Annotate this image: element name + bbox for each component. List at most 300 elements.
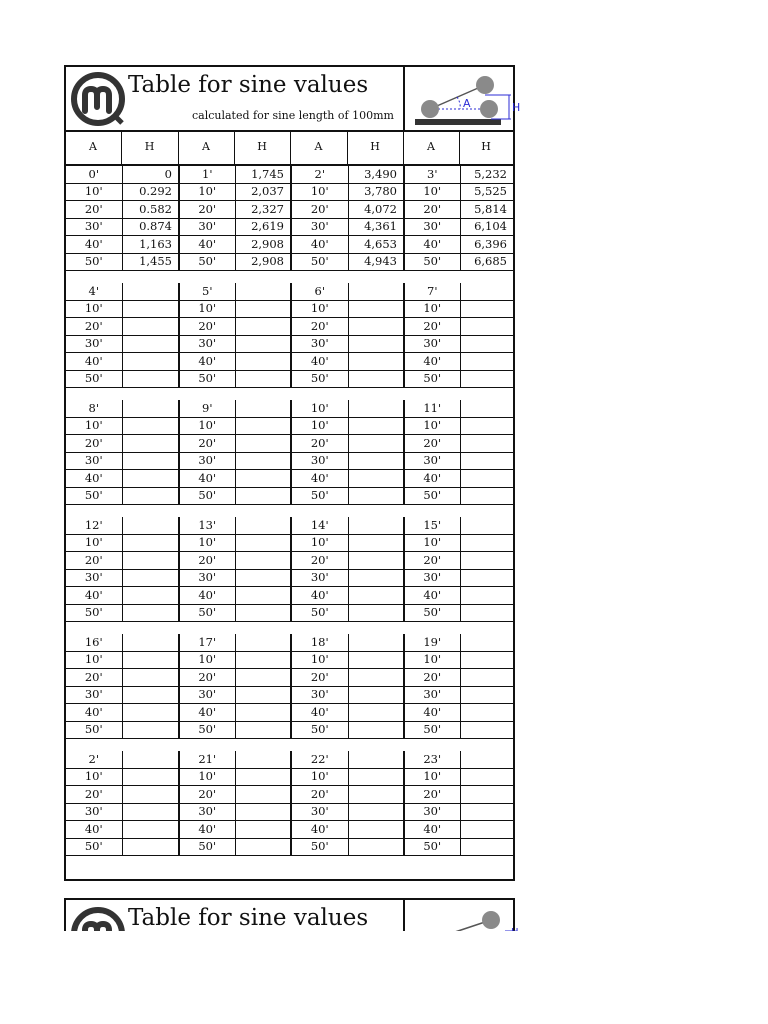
height-cell	[348, 569, 404, 587]
angle-cell: 40'	[291, 587, 348, 605]
angle-cell: 2'	[291, 166, 348, 183]
angle-cell: 4'	[66, 283, 122, 300]
height-cell	[122, 569, 179, 587]
angle-cell: 10'	[291, 400, 348, 417]
table-row	[66, 768, 513, 786]
angle-cell: 50'	[66, 604, 122, 622]
height-cell: 2,327	[235, 201, 291, 219]
height-cell	[348, 587, 404, 605]
angle-cell: 10'	[66, 768, 122, 786]
angle-cell: 40'	[291, 821, 348, 839]
page-subtitle: calculated for sine length of 100mm	[192, 109, 394, 122]
angle-cell: 5'	[179, 283, 235, 300]
angle-cell: 40'	[179, 470, 235, 488]
angle-cell: 30'	[404, 218, 460, 236]
height-cell	[348, 534, 404, 552]
height-cell	[122, 318, 179, 336]
table-row	[66, 166, 513, 183]
angle-cell: 50'	[66, 721, 122, 739]
angle-cell: 50'	[291, 487, 348, 505]
angle-cell: 10'	[66, 651, 122, 669]
angle-cell: 20'	[66, 786, 122, 804]
column-header-height: H	[235, 130, 291, 164]
angle-cell: 50'	[66, 838, 122, 856]
height-cell	[122, 604, 179, 622]
height-cell	[348, 318, 404, 336]
table-row	[66, 534, 513, 552]
height-cell	[235, 604, 291, 622]
angle-cell: 20'	[179, 318, 235, 336]
height-cell	[122, 470, 179, 488]
table-row	[66, 838, 513, 856]
company-logo-icon	[70, 71, 126, 127]
height-cell	[122, 587, 179, 605]
angle-cell: 50'	[291, 721, 348, 739]
angle-cell: 20'	[404, 435, 460, 453]
page-title: Table for sine values	[128, 72, 369, 98]
angle-cell: 16'	[66, 634, 122, 651]
height-cell	[235, 370, 291, 388]
height-cell	[235, 768, 291, 786]
angle-cell: 10'	[404, 300, 460, 318]
angle-cell: 50'	[179, 604, 235, 622]
height-cell	[348, 552, 404, 570]
height-cell	[348, 803, 404, 821]
height-cell	[122, 651, 179, 669]
table-row	[66, 669, 513, 687]
height-cell	[348, 452, 404, 470]
angle-cell: 40'	[404, 353, 460, 371]
height-cell	[235, 721, 291, 739]
table-row	[66, 821, 513, 839]
column-header-height: H	[122, 130, 179, 164]
table-row	[66, 218, 513, 236]
angle-cell: 10'	[66, 300, 122, 318]
table-row	[66, 452, 513, 470]
height-cell	[460, 353, 513, 371]
angle-cell: 20'	[179, 552, 235, 570]
table-row	[66, 786, 513, 804]
height-cell	[235, 821, 291, 839]
angle-cell: 30'	[404, 335, 460, 353]
angle-cell: 30'	[291, 803, 348, 821]
diagram-angle-label: A	[463, 97, 471, 110]
table-row	[66, 318, 513, 336]
angle-cell: 40'	[404, 470, 460, 488]
angle-cell: 21'	[179, 751, 235, 768]
table-row	[66, 400, 513, 417]
angle-cell: 50'	[404, 487, 460, 505]
column-header-row	[66, 130, 513, 166]
angle-cell: 40'	[291, 470, 348, 488]
angle-cell: 50'	[404, 370, 460, 388]
height-cell	[348, 300, 404, 318]
angle-cell: 10'	[179, 534, 235, 552]
angle-cell: 50'	[404, 253, 460, 271]
height-cell	[235, 686, 291, 704]
height-cell	[460, 487, 513, 505]
height-cell	[348, 283, 404, 300]
height-cell: 6,396	[460, 236, 513, 254]
height-cell	[235, 400, 291, 417]
angle-cell: 1'	[179, 166, 235, 183]
table-row	[66, 370, 513, 388]
height-cell	[460, 838, 513, 856]
height-cell: 5,232	[460, 166, 513, 183]
angle-cell: 30'	[404, 686, 460, 704]
height-cell	[122, 417, 179, 435]
sine-bar-icon	[405, 67, 521, 130]
angle-cell: 40'	[404, 821, 460, 839]
angle-cell: 10'	[291, 300, 348, 318]
height-cell	[235, 353, 291, 371]
angle-cell: 30'	[66, 803, 122, 821]
angle-cell: 20'	[66, 669, 122, 687]
height-cell	[235, 470, 291, 488]
angle-cell: 50'	[179, 487, 235, 505]
angle-cell: 30'	[404, 803, 460, 821]
angle-cell: 22'	[291, 751, 348, 768]
angle-cell: 14'	[291, 517, 348, 534]
height-cell	[122, 487, 179, 505]
angle-cell: 18'	[291, 634, 348, 651]
height-cell: 0.292	[122, 183, 179, 201]
height-cell	[122, 704, 179, 722]
angle-cell: 40'	[404, 236, 460, 254]
angle-cell: 20'	[66, 435, 122, 453]
height-cell	[460, 552, 513, 570]
column-header-angle: A	[291, 130, 348, 164]
angle-cell: 40'	[404, 704, 460, 722]
angle-cell: 20'	[179, 201, 235, 219]
angle-cell: 20'	[66, 318, 122, 336]
angle-cell: 50'	[291, 838, 348, 856]
height-cell	[122, 686, 179, 704]
height-cell	[122, 300, 179, 318]
diagram-height-label: H	[512, 101, 521, 114]
table-row	[66, 470, 513, 488]
angle-cell: 30'	[179, 452, 235, 470]
page-header	[66, 67, 521, 132]
height-cell	[460, 751, 513, 768]
angle-cell: 20'	[291, 318, 348, 336]
sine-bar-diagram	[403, 67, 521, 130]
angle-cell: 30'	[291, 686, 348, 704]
angle-cell: 10'	[179, 300, 235, 318]
height-cell	[460, 587, 513, 605]
angle-cell: 30'	[404, 569, 460, 587]
angle-cell: 30'	[291, 569, 348, 587]
height-cell	[460, 604, 513, 622]
table-row	[66, 704, 513, 722]
height-cell	[235, 634, 291, 651]
height-cell	[122, 335, 179, 353]
angle-cell: 30'	[291, 335, 348, 353]
angle-cell: 50'	[404, 838, 460, 856]
angle-cell: 20'	[291, 552, 348, 570]
height-cell	[235, 569, 291, 587]
angle-cell: 7'	[404, 283, 460, 300]
angle-cell: 30'	[66, 335, 122, 353]
table-row	[66, 751, 513, 768]
angle-cell: 10'	[404, 768, 460, 786]
height-cell: 3,780	[348, 183, 404, 201]
angle-cell: 10'	[404, 534, 460, 552]
height-cell	[122, 452, 179, 470]
height-cell: 5,814	[460, 201, 513, 219]
angle-cell: 50'	[291, 370, 348, 388]
angle-cell: 40'	[66, 587, 122, 605]
angle-cell: 10'	[291, 183, 348, 201]
height-cell: 0.582	[122, 201, 179, 219]
height-cell	[122, 838, 179, 856]
table-row	[66, 417, 513, 435]
table-row	[66, 517, 513, 534]
angle-cell: 30'	[66, 686, 122, 704]
height-cell	[235, 283, 291, 300]
height-cell	[235, 651, 291, 669]
height-cell	[348, 435, 404, 453]
angle-cell: 20'	[291, 669, 348, 687]
height-cell	[460, 517, 513, 534]
height-cell	[460, 634, 513, 651]
angle-cell: 40'	[179, 587, 235, 605]
height-cell: 4,653	[348, 236, 404, 254]
angle-cell: 30'	[179, 335, 235, 353]
angle-cell: 20'	[66, 552, 122, 570]
angle-cell: 50'	[179, 721, 235, 739]
height-cell	[348, 417, 404, 435]
table-row	[66, 201, 513, 219]
angle-cell: 20'	[291, 435, 348, 453]
table-row	[66, 604, 513, 622]
height-cell: 2,908	[235, 236, 291, 254]
height-cell	[460, 370, 513, 388]
height-cell	[460, 335, 513, 353]
height-cell	[348, 669, 404, 687]
height-cell: 5,525	[460, 183, 513, 201]
angle-cell: 30'	[291, 218, 348, 236]
angle-cell: 50'	[291, 253, 348, 271]
height-cell: 0.874	[122, 218, 179, 236]
angle-cell: 10'	[291, 417, 348, 435]
angle-cell: 20'	[404, 552, 460, 570]
height-cell	[348, 721, 404, 739]
height-cell	[235, 517, 291, 534]
angle-cell: 40'	[179, 704, 235, 722]
height-cell	[122, 768, 179, 786]
height-cell	[235, 751, 291, 768]
height-cell	[460, 669, 513, 687]
table-row	[66, 587, 513, 605]
angle-cell: 13'	[179, 517, 235, 534]
height-cell	[460, 651, 513, 669]
height-cell	[460, 821, 513, 839]
height-cell	[348, 517, 404, 534]
angle-cell: 20'	[66, 201, 122, 219]
angle-cell: 20'	[291, 201, 348, 219]
table-row	[66, 569, 513, 587]
height-cell: 2,037	[235, 183, 291, 201]
height-cell	[460, 435, 513, 453]
angle-cell: 20'	[404, 318, 460, 336]
angle-cell: 50'	[179, 253, 235, 271]
angle-cell: 10'	[179, 651, 235, 669]
height-cell	[348, 704, 404, 722]
angle-cell: 50'	[66, 253, 122, 271]
angle-cell: 23'	[404, 751, 460, 768]
page-bottom-margin	[0, 931, 768, 1024]
height-cell	[348, 686, 404, 704]
height-cell	[348, 751, 404, 768]
angle-cell: 50'	[291, 604, 348, 622]
sine-value-block	[66, 166, 513, 271]
angle-cell: 12'	[66, 517, 122, 534]
height-cell	[122, 370, 179, 388]
angle-cell: 20'	[404, 201, 460, 219]
height-cell	[348, 470, 404, 488]
height-cell	[235, 435, 291, 453]
height-cell	[122, 634, 179, 651]
height-cell	[235, 786, 291, 804]
angle-cell: 40'	[291, 704, 348, 722]
height-cell	[122, 786, 179, 804]
height-cell: 6,685	[460, 253, 513, 271]
height-cell: 4,943	[348, 253, 404, 271]
angle-cell: 0'	[66, 166, 122, 183]
height-cell	[235, 417, 291, 435]
height-cell	[460, 400, 513, 417]
height-cell	[460, 768, 513, 786]
table-row	[66, 686, 513, 704]
table-row	[66, 335, 513, 353]
height-cell	[460, 300, 513, 318]
angle-cell: 19'	[404, 634, 460, 651]
height-cell: 2,619	[235, 218, 291, 236]
height-cell: 2,908	[235, 253, 291, 271]
angle-cell: 50'	[179, 838, 235, 856]
angle-cell: 40'	[66, 704, 122, 722]
height-cell	[348, 487, 404, 505]
table-row	[66, 634, 513, 651]
angle-cell: 10'	[404, 417, 460, 435]
column-header-angle: A	[179, 130, 235, 164]
height-cell	[348, 370, 404, 388]
angle-cell: 40'	[179, 353, 235, 371]
angle-cell: 10'	[404, 183, 460, 201]
height-cell	[348, 335, 404, 353]
angle-cell: 30'	[179, 686, 235, 704]
angle-cell: 30'	[179, 569, 235, 587]
angle-cell: 20'	[291, 786, 348, 804]
angle-cell: 20'	[404, 669, 460, 687]
height-cell	[122, 517, 179, 534]
column-header-angle: A	[404, 130, 460, 164]
sine-value-block	[66, 400, 513, 505]
angle-cell: 50'	[404, 604, 460, 622]
table-row	[66, 803, 513, 821]
height-cell	[235, 318, 291, 336]
height-cell	[122, 721, 179, 739]
height-cell	[235, 335, 291, 353]
height-cell	[460, 470, 513, 488]
height-cell	[460, 318, 513, 336]
angle-cell: 40'	[291, 353, 348, 371]
height-cell	[122, 283, 179, 300]
angle-cell: 40'	[66, 236, 122, 254]
height-cell	[235, 587, 291, 605]
height-cell	[460, 534, 513, 552]
height-cell	[122, 534, 179, 552]
angle-cell: 30'	[66, 452, 122, 470]
height-cell: 1,163	[122, 236, 179, 254]
angle-cell: 40'	[291, 236, 348, 254]
angle-cell: 40'	[179, 821, 235, 839]
angle-cell: 50'	[179, 370, 235, 388]
height-cell	[460, 283, 513, 300]
height-cell: 4,361	[348, 218, 404, 236]
height-cell	[122, 435, 179, 453]
height-cell	[460, 721, 513, 739]
height-cell	[235, 552, 291, 570]
angle-cell: 40'	[66, 821, 122, 839]
table-row	[66, 435, 513, 453]
table-row	[66, 236, 513, 254]
angle-cell: 50'	[66, 370, 122, 388]
angle-cell: 30'	[291, 452, 348, 470]
angle-cell: 2'	[66, 751, 122, 768]
angle-cell: 10'	[179, 768, 235, 786]
angle-cell: 3'	[404, 166, 460, 183]
angle-cell: 10'	[291, 768, 348, 786]
table-row	[66, 183, 513, 201]
angle-cell: 20'	[404, 786, 460, 804]
angle-cell: 20'	[179, 435, 235, 453]
height-cell: 0	[122, 166, 179, 183]
height-cell	[460, 803, 513, 821]
table-row	[66, 721, 513, 739]
height-cell: 3,490	[348, 166, 404, 183]
angle-cell: 8'	[66, 400, 122, 417]
height-cell	[122, 353, 179, 371]
height-cell	[235, 669, 291, 687]
column-header-height: H	[348, 130, 404, 164]
angle-cell: 10'	[66, 183, 122, 201]
angle-cell: 40'	[179, 236, 235, 254]
angle-cell: 50'	[404, 721, 460, 739]
column-header-height: H	[481, 140, 492, 153]
sine-value-block	[66, 634, 513, 739]
angle-cell: 30'	[404, 452, 460, 470]
table-row	[66, 651, 513, 669]
height-cell	[348, 400, 404, 417]
height-cell	[348, 786, 404, 804]
height-cell	[460, 417, 513, 435]
height-cell	[235, 838, 291, 856]
height-cell	[235, 534, 291, 552]
height-cell	[348, 838, 404, 856]
height-cell	[460, 786, 513, 804]
table-row	[66, 253, 513, 271]
sine-value-block	[66, 517, 513, 622]
table-row	[66, 283, 513, 300]
height-cell	[122, 400, 179, 417]
angle-cell: 40'	[66, 470, 122, 488]
height-cell: 1,455	[122, 253, 179, 271]
height-cell	[460, 686, 513, 704]
table-row	[66, 487, 513, 505]
angle-cell: 10'	[291, 534, 348, 552]
